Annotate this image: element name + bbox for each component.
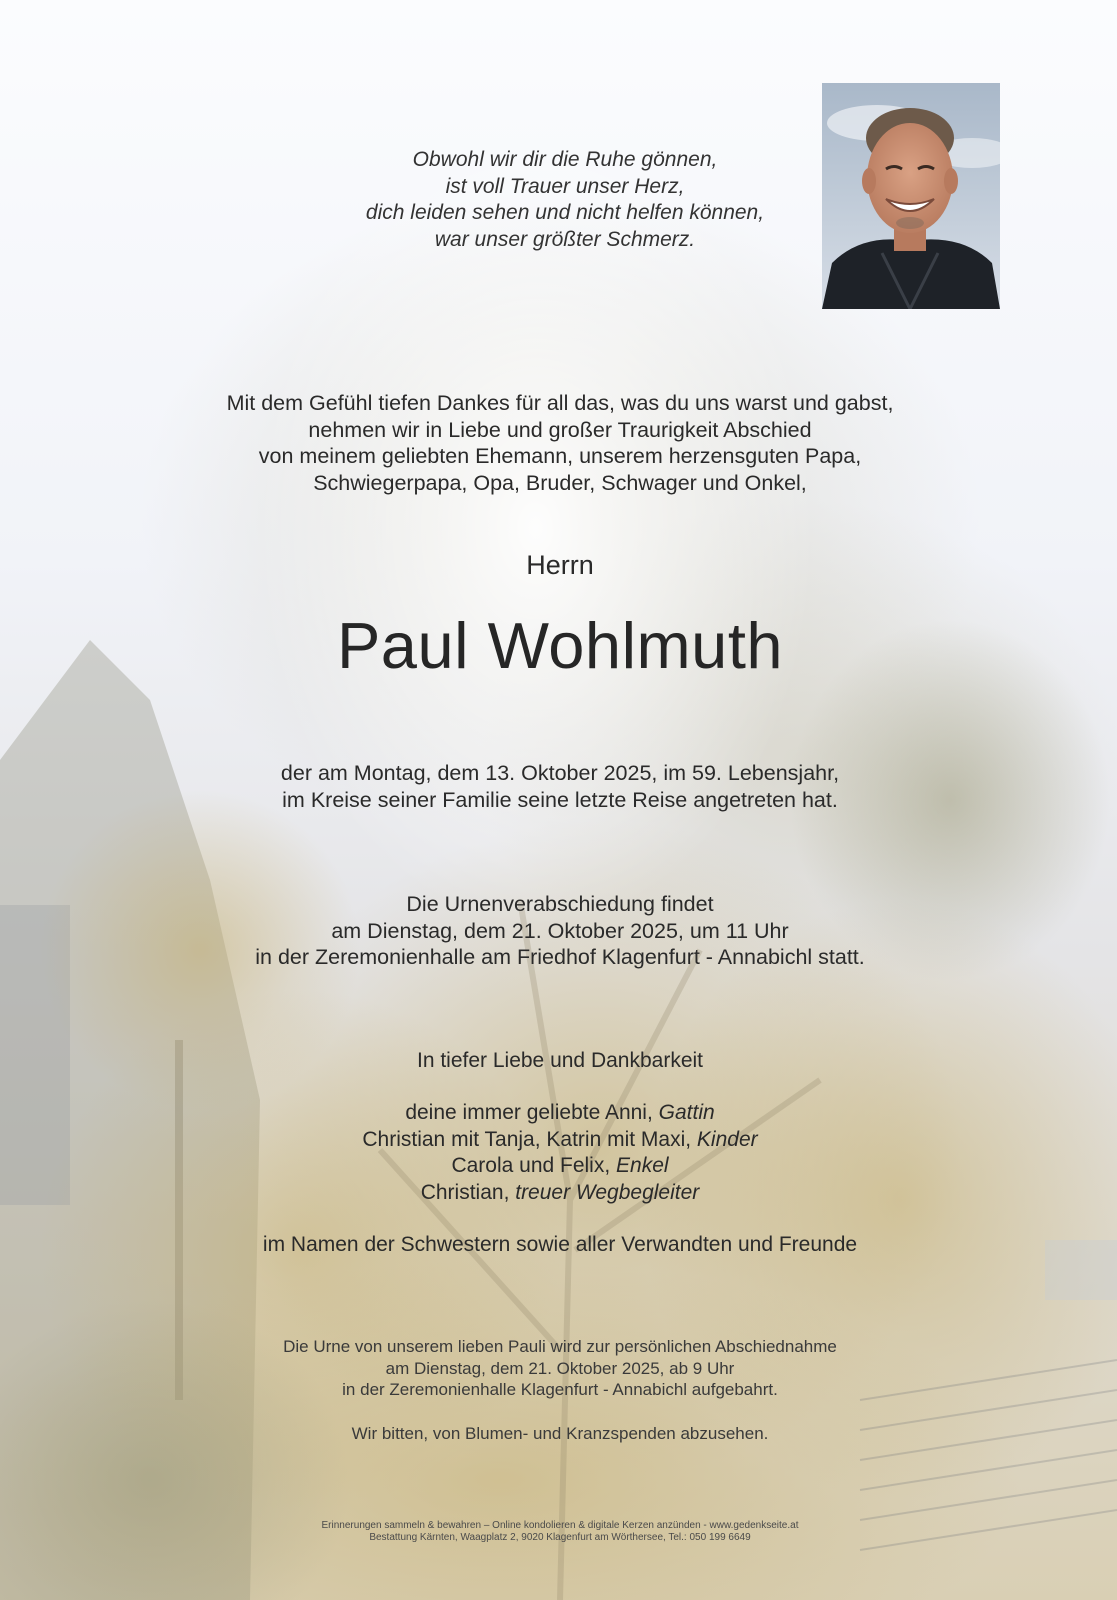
mourner-entry [200, 1100, 920, 1127]
poem-line: war unser größter Schmerz. [434, 227, 696, 251]
death-notice [150, 760, 970, 813]
ceremony-line: am Dienstag, dem 21. Oktober 2025, um 11 Uhr [331, 918, 789, 943]
mourner-role: treuer Wegbegleiter [515, 1180, 700, 1204]
mourner-entry [200, 1153, 920, 1180]
viewing-note-line: Die Urne von unserem lieben Pauli wird zur persönlichen Abschiednahme [283, 1337, 837, 1356]
viewing-note [150, 1336, 970, 1401]
mourner-role: Enkel [616, 1154, 669, 1177]
intro-line: nehmen wir in Liebe und großer Traurigkeit Abschied [308, 417, 812, 442]
death-notice-line: im Kreise seiner Familie seine letzte Reise angetreten hat. [282, 787, 838, 812]
farewell-intro [150, 390, 970, 496]
flowers-note: Wir bitten, von Blumen- und Kranzspenden abzusehen. [351, 1424, 769, 1443]
death-notice-line: der am Montag, dem 13. Oktober 2025, im 59. Lebensjahr, [280, 761, 840, 785]
poem-line: dich leiden sehen und nicht helfen können, [365, 201, 765, 224]
poem-verse [300, 147, 830, 253]
closing-phrase: In tiefer Liebe und Dankbarkeit [416, 1049, 703, 1072]
mourner-entry [200, 1180, 920, 1207]
portrait-photo [822, 83, 1000, 309]
intro-line: Mit dem Gefühl tiefen Dankes für all das, was du uns warst und gabst, [226, 391, 894, 415]
mourner-names: Christian, [420, 1180, 516, 1204]
viewing-note-line: am Dienstag, dem 21. Oktober 2025, ab 9 Uhr [385, 1358, 735, 1378]
poem-line: ist voll Trauer unser Herz, [445, 174, 685, 198]
mourner-entry [200, 1127, 920, 1154]
mourner-role: Kinder [696, 1127, 758, 1151]
ceremony-line: in der Zeremonienhalle am Friedhof Klagenfurt - Annabichl statt. [255, 945, 865, 969]
poem-line: Obwohl wir dir die Ruhe gönnen, [412, 148, 718, 171]
ceremony-line: Die Urnenverabschiedung findet [406, 892, 714, 916]
footer-info [150, 1520, 970, 1544]
footer-line: Erinnerungen sammeln & bewahren – Online kondolieren & digitale Kerzen anzünden - www.gedenkseite.at [321, 1520, 799, 1531]
mourners-list [200, 1100, 920, 1206]
salutation: Herrn [526, 550, 594, 580]
mourner-role: Gattin [658, 1101, 715, 1124]
on-behalf-line: im Namen der Schwestern sowie aller Verwandten und Freunde [262, 1233, 858, 1256]
mourner-names: Christian mit Tanja, Katrin mit Maxi, [362, 1127, 697, 1151]
ceremony-details [150, 891, 970, 971]
intro-line: von meinem geliebten Ehemann, unserem herzensguten Papa, [258, 444, 862, 468]
mourner-names: Carola und Felix, [451, 1154, 617, 1177]
deceased-name: Paul Wohlmuth [336, 609, 784, 682]
footer-line: Bestattung Kärnten, Waagplatz 2, 9020 Klagenfurt am Wörthersee, Tel.: 050 199 6649 [369, 1532, 751, 1543]
intro-line: Schwiegerpapa, Opa, Bruder, Schwager und Onkel, [313, 470, 807, 495]
viewing-note-line: in der Zeremonienhalle Klagenfurt - Annabichl aufgebahrt. [342, 1380, 778, 1399]
mourner-names: deine immer geliebte Anni, [405, 1101, 659, 1124]
